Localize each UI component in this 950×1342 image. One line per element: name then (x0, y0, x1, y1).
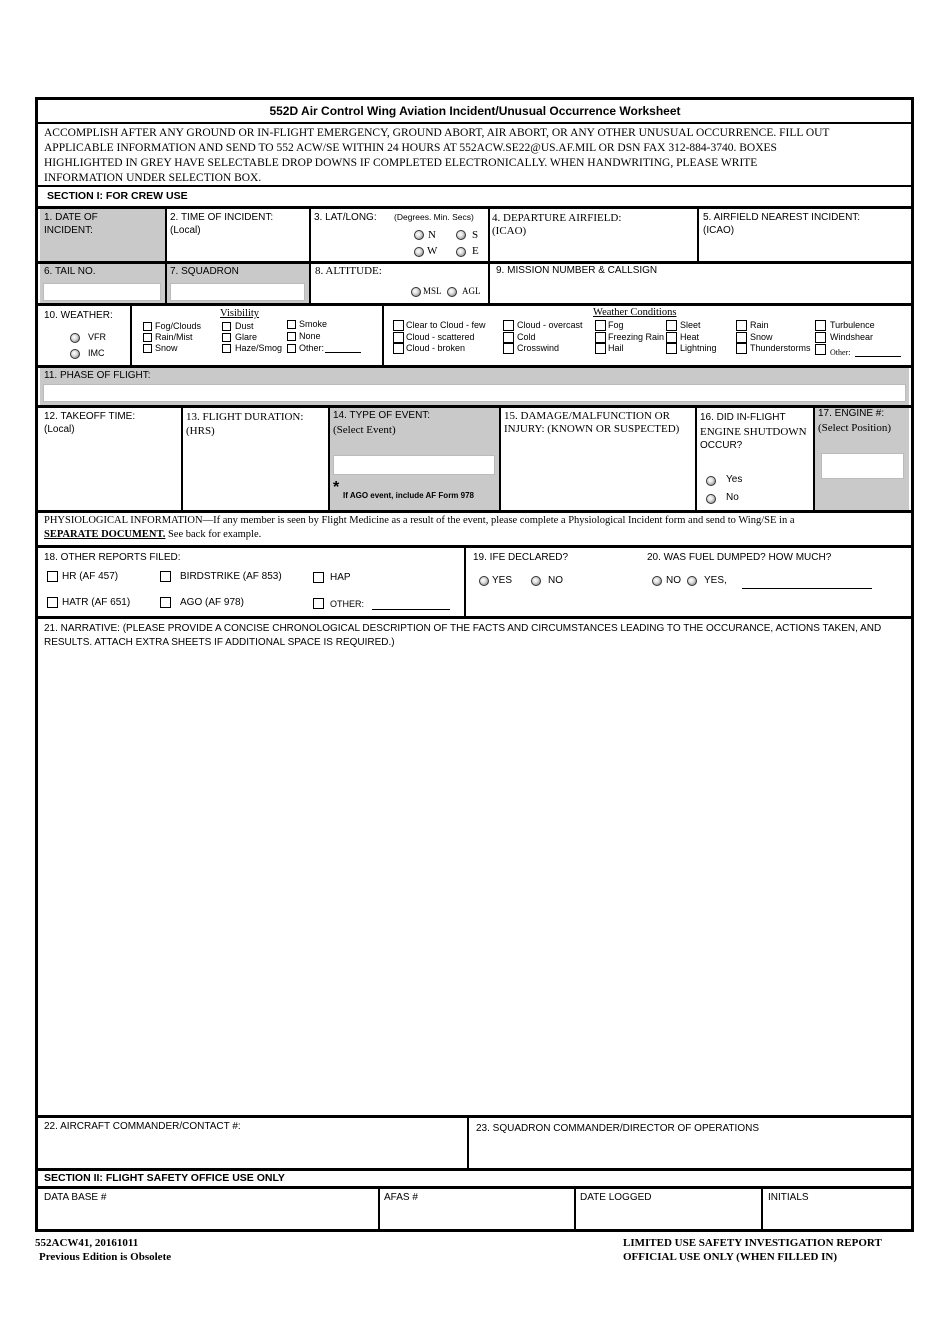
shutdown-no-label: No (726, 492, 739, 503)
vis-smoke-label: Smoke (299, 319, 328, 329)
engine-label: 17. ENGINE #: (818, 408, 885, 419)
ife-yes-radio[interactable] (479, 576, 489, 586)
vis-other-label: Other: (299, 343, 325, 353)
wx-frz-checkbox[interactable] (595, 332, 606, 343)
report-hatr-checkbox[interactable] (47, 597, 58, 608)
engine-select[interactable] (821, 453, 904, 479)
wx-c2c-checkbox[interactable] (393, 320, 404, 331)
instructions-line: APPLICABLE INFORMATION AND SEND TO 552 ACW/SE WITHIN 24 HOURS AT 552ACW.SE22@US.AF.MIL OR DSN FAX 312-884-3740. BOXES (44, 142, 777, 154)
report-other-checkbox[interactable] (313, 598, 324, 609)
divider (38, 206, 911, 209)
wx-co-checkbox[interactable] (503, 320, 514, 331)
wx-cs-label: Cloud - scattered (406, 332, 475, 342)
vis-snow-checkbox[interactable] (143, 344, 152, 353)
vis-dust-checkbox[interactable] (222, 322, 231, 331)
divider (309, 264, 311, 304)
footer-limited: LIMITED USE SAFETY INVESTIGATION REPORT (623, 1237, 882, 1249)
initials-label: INITIALS (768, 1192, 809, 1203)
vis-other-checkbox[interactable] (287, 344, 296, 353)
wx-wind-label: Windshear (830, 332, 874, 342)
narrative-input[interactable] (42, 652, 907, 1112)
wx-c2c-label: Clear to Cloud - few (406, 320, 486, 330)
fuel-yes-radio[interactable] (687, 576, 697, 586)
wx-cold-checkbox[interactable] (503, 332, 514, 343)
date-label: 1. DATE OF (44, 212, 98, 223)
footer-edition: Previous Edition is Obsolete (39, 1251, 172, 1263)
vfr-radio[interactable] (70, 333, 80, 343)
lon-w-label: W (427, 245, 438, 257)
divider (38, 303, 911, 306)
database-label: DATA BASE # (44, 1192, 107, 1203)
ife-yes-label: YES (492, 575, 513, 586)
duration-sub: (HRS) (186, 425, 215, 437)
vis-fog-label: Fog/Clouds (155, 321, 202, 331)
latlong-label: 3. LAT/LONG: (314, 212, 377, 223)
vis-glare-label: Glare (235, 332, 258, 342)
fuel-no-label: NO (666, 575, 681, 586)
ife-label: 19. IFE DECLARED? (473, 552, 569, 563)
shutdown-yes-radio[interactable] (706, 476, 716, 486)
narrative-label: 21. NARRATIVE: (PLEASE PROVIDE A CONCISE CHRONOLOGICAL DESCRIPTION OF THE FACTS AND CIRCUMSTANCES LEADING TO THE OCCURANCE, ACTIONS TAKEN, AND (44, 623, 882, 634)
mission-label: 9. MISSION NUMBER & CALLSIGN (496, 265, 658, 276)
alt-agl-label: AGL (462, 286, 481, 296)
imc-radio[interactable] (70, 349, 80, 359)
wx-rain-label: Rain (750, 320, 769, 330)
wx-heat-checkbox[interactable] (666, 332, 677, 343)
weather-label: 10. WEATHER: (44, 310, 113, 321)
section-2-header: SECTION II: FLIGHT SAFETY OFFICE USE ONLY (44, 1172, 285, 1184)
ife-no-label: NO (548, 575, 563, 586)
divider (38, 122, 911, 124)
wx-cs-checkbox[interactable] (393, 332, 404, 343)
afas-label: AFAS # (384, 1192, 418, 1203)
wx-wind-checkbox[interactable] (815, 332, 826, 343)
wx-cold-label: Cold (517, 332, 536, 342)
report-ago-checkbox[interactable] (160, 597, 171, 608)
divider (761, 1189, 763, 1229)
wx-light-label: Lightning (680, 343, 717, 353)
wx-light-checkbox[interactable] (666, 343, 677, 354)
report-hr-label: HR (AF 457) (62, 571, 119, 582)
takeoff-label: 12. TAKEOFF TIME: (44, 411, 136, 422)
vis-snow-label: Snow (155, 343, 178, 353)
wx-other-checkbox[interactable] (815, 344, 826, 355)
physio-text: PHYSIOLOGICAL INFORMATION—If any member is seen by Flight Medicine as a result of the event, please complete a Physiological Incident form and send to Wing/SE in a (44, 515, 795, 526)
report-hap-checkbox[interactable] (313, 572, 324, 583)
date-label: INCIDENT: (44, 225, 93, 236)
wx-thunder-label: Thunderstorms (750, 343, 811, 353)
asterisk-icon: * (333, 479, 340, 496)
wx-sleet-checkbox[interactable] (666, 320, 677, 331)
wx-turb-label: Turbulence (830, 320, 875, 330)
vis-smoke-checkbox[interactable] (287, 320, 296, 329)
lon-w-radio[interactable] (414, 247, 424, 257)
vis-glare-checkbox[interactable] (222, 333, 231, 342)
divider (382, 306, 384, 366)
shutdown-no-radio[interactable] (706, 494, 716, 504)
phase-select[interactable] (43, 384, 906, 402)
lat-n-radio[interactable] (414, 230, 424, 240)
fuel-yes-label: YES, (704, 575, 727, 586)
report-other-label: OTHER: (330, 599, 365, 609)
nearest-sub: (ICAO) (703, 225, 735, 236)
report-hap-label: HAP (330, 572, 351, 583)
wx-frz-label: Freezing Rain (608, 332, 665, 342)
vis-other-line[interactable] (325, 352, 361, 353)
ife-no-radio[interactable] (531, 576, 541, 586)
wx-other-line[interactable] (855, 356, 901, 357)
tail-label: 6. TAIL NO. (44, 266, 96, 277)
time-label: 2. TIME OF INCIDENT: (170, 212, 274, 223)
wx-heat-label: Heat (680, 332, 700, 342)
wx-hail-checkbox[interactable] (595, 343, 606, 354)
divider (181, 408, 183, 510)
divider (38, 1186, 911, 1189)
divider (130, 306, 132, 366)
divider (38, 616, 911, 619)
divider (467, 1118, 469, 1168)
wx-rain-checkbox[interactable] (736, 320, 747, 331)
wx-hail-label: Hail (608, 343, 624, 353)
wx-fog-label: Fog (608, 320, 624, 330)
alt-msl-label: MSL (423, 286, 442, 296)
vis-rain-label: Rain/Mist (155, 332, 193, 342)
alt-agl-radio[interactable] (447, 287, 457, 297)
imc-label: IMC (88, 348, 105, 358)
lat-n-label: N (428, 229, 436, 241)
engine-sub: (Select Position) (818, 422, 892, 434)
event-sub: (Select Event) (333, 424, 396, 436)
fuel-label: 20. WAS FUEL DUMPED? HOW MUCH? (647, 552, 832, 563)
shutdown-label: 16. DID IN-FLIGHT (700, 412, 786, 423)
instructions-line: HIGHLIGHTED IN GREY HAVE SELECTABLE DROP DOWNS IF COMPLETED ELECTRONICALLY. WHEN HANDWRITING, PLEASE WRITE (44, 157, 758, 169)
wx-cb-checkbox[interactable] (393, 343, 404, 354)
event-label: 14. TYPE OF EVENT: (333, 410, 431, 421)
phase-label: 11. PHASE OF FLIGHT: (44, 370, 151, 381)
lon-e-radio[interactable] (456, 247, 466, 257)
squadron-commander-label: 23. SQUADRON COMMANDER/DIRECTOR OF OPERATIONS (476, 1123, 759, 1134)
divider (38, 545, 911, 548)
instructions-line: INFORMATION UNDER SELECTION BOX. (44, 172, 262, 184)
reports-label: 18. OTHER REPORTS FILED: (44, 552, 181, 563)
divider (574, 1189, 576, 1229)
vis-dust-label: Dust (235, 321, 254, 331)
lat-s-radio[interactable] (456, 230, 466, 240)
physio-tail: See back for example. (165, 529, 262, 540)
report-ago-label: AGO (AF 978) (180, 597, 244, 608)
divider (488, 209, 490, 262)
vfr-label: VFR (88, 332, 106, 342)
lon-e-label: E (472, 245, 479, 257)
divider (38, 185, 911, 187)
alt-msl-radio[interactable] (411, 287, 421, 297)
squadron-select[interactable] (170, 283, 305, 301)
fuel-amount-line[interactable] (742, 588, 872, 589)
divider (499, 408, 501, 510)
vis-rain-checkbox[interactable] (143, 333, 152, 342)
visibility-header: Visibility (220, 308, 260, 319)
report-bird-label: BIRDSTRIKE (AF 853) (180, 571, 282, 582)
vis-haze-label: Haze/Smog (235, 343, 283, 353)
latlong-sub: (Degrees. Min. Secs) (394, 212, 474, 222)
takeoff-sub: (Local) (44, 424, 75, 435)
nearest-label: 5. AIRFIELD NEAREST INCIDENT: (703, 212, 861, 223)
wx-cb-label: Cloud - broken (406, 343, 466, 353)
report-other-line[interactable] (372, 609, 450, 610)
event-select[interactable] (333, 455, 495, 475)
lat-s-label: S (472, 229, 479, 241)
divider (464, 548, 466, 616)
divider (38, 1115, 911, 1118)
date-logged-label: DATE LOGGED (580, 1192, 652, 1203)
wx-turb-checkbox[interactable] (815, 320, 826, 331)
departure-label: 4. DEPARTURE AIRFIELD: (492, 212, 622, 224)
time-sub: (Local) (170, 225, 201, 236)
report-hr-checkbox[interactable] (47, 571, 58, 582)
shutdown-label: OCCUR? (700, 440, 743, 451)
narrative-label: RESULTS. ATTACH EXTRA SHEETS IF ADDITIONAL SPACE IS REQUIRED.) (44, 637, 395, 648)
tail-no-input[interactable] (43, 283, 161, 301)
wx-snow-label: Snow (750, 332, 773, 342)
report-bird-checkbox[interactable] (160, 571, 171, 582)
footer-form-id: 552ACW41, 20161011 (35, 1237, 139, 1249)
divider (309, 209, 311, 262)
shutdown-yes-label: Yes (726, 474, 743, 485)
divider (165, 209, 167, 262)
divider (38, 510, 911, 513)
divider (697, 209, 699, 262)
wx-thunder-checkbox[interactable] (736, 343, 747, 354)
aircraft-commander-label: 22. AIRCRAFT COMMANDER/CONTACT #: (44, 1121, 241, 1132)
event-note: If AGO event, include AF Form 978 (343, 491, 474, 500)
physio-separate: SEPARATE DOCUMENT. (44, 529, 166, 540)
wx-sleet-label: Sleet (680, 320, 701, 330)
duration-label: 13. FLIGHT DURATION: (186, 411, 304, 423)
instructions-line: ACCOMPLISH AFTER ANY GROUND OR IN-FLIGHT EMERGENCY, GROUND ABORT, AIR ABORT, OR ANY OTHER UNUSUAL OCCURRENCE. FILL OUT (44, 127, 830, 139)
wx-other-label: Other: (830, 348, 851, 357)
wx-cw-label: Crosswind (517, 343, 560, 353)
departure-sub: (ICAO) (492, 225, 527, 237)
footer-official: OFFICIAL USE ONLY (WHEN FILLED IN) (623, 1251, 838, 1263)
vis-fog-checkbox[interactable] (143, 322, 152, 331)
wx-co-label: Cloud - overcast (517, 320, 583, 330)
divider (488, 264, 490, 304)
wx-fog-checkbox[interactable] (595, 320, 606, 331)
wx-cw-checkbox[interactable] (503, 343, 514, 354)
shutdown-label: ENGINE SHUTDOWN (700, 426, 807, 438)
damage-sub: INJURY: (KNOWN OR SUSPECTED) (504, 423, 680, 435)
form-title: 552D Air Control Wing Aviation Incident/Unusual Occurrence Worksheet (269, 104, 681, 118)
report-hatr-label: HATR (AF 651) (62, 597, 131, 608)
vis-none-label: None (299, 331, 321, 341)
divider (695, 408, 697, 510)
wx-snow-checkbox[interactable] (736, 332, 747, 343)
vis-none-checkbox[interactable] (287, 332, 296, 341)
damage-label: 15. DAMAGE/MALFUNCTION OR (504, 410, 670, 422)
altitude-label: 8. ALTITUDE: (315, 265, 382, 277)
squadron-label: 7. SQUADRON (170, 266, 239, 277)
wx-header: Weather Conditions (593, 307, 677, 318)
vis-haze-checkbox[interactable] (222, 344, 231, 353)
fuel-no-radio[interactable] (652, 576, 662, 586)
section-1-header: SECTION I: FOR CREW USE (47, 190, 188, 202)
divider (38, 1168, 911, 1171)
divider (378, 1189, 380, 1229)
